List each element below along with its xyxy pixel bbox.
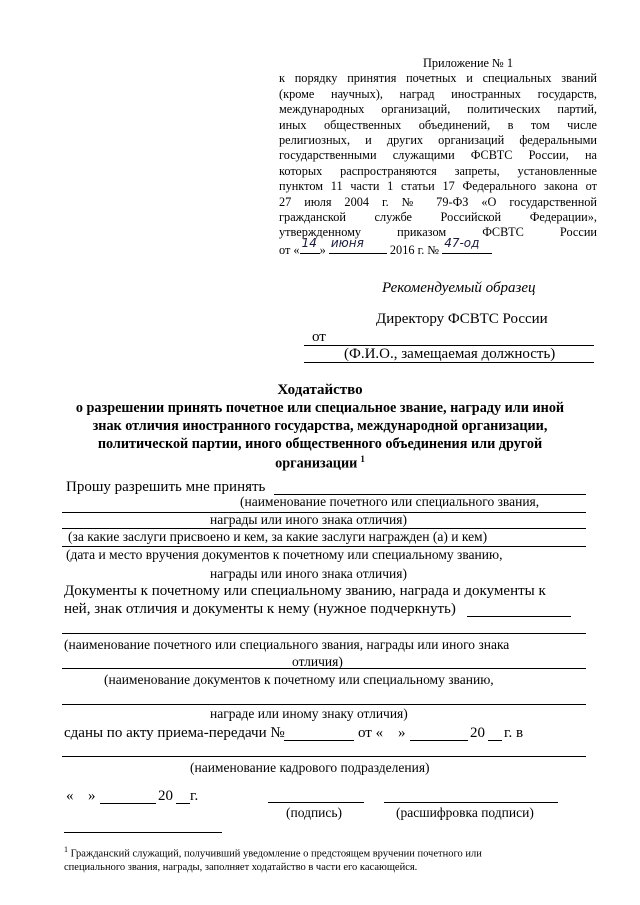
- appendix-line: государственными служащими ФСВТС России, на: [279, 148, 597, 163]
- handwritten-number-field: [442, 236, 492, 254]
- handwritten-day-field: [300, 236, 320, 254]
- handed-over-text: сданы по акту приема-передачи №: [64, 725, 285, 741]
- field-line: [62, 756, 586, 757]
- footnote: [64, 843, 584, 874]
- sign-date-close: »: [88, 788, 96, 804]
- act-number-line: [284, 740, 354, 741]
- handwritten-number: 47-од: [444, 236, 480, 251]
- appendix-title: Приложение № 1: [422, 56, 514, 70]
- from-caption: (Ф.И.О., замещаемая должность): [344, 346, 556, 362]
- footnote-line2: специального звания, награды, заполняет ходатайство в части его касающейся.: [64, 861, 418, 873]
- appendix-line: религиозных, и других организаций федеральными: [279, 133, 597, 148]
- handwritten-day: 14: [301, 236, 317, 251]
- caption-4b: отличия): [292, 654, 343, 669]
- appendix-line: пунктом 11 части 1 статьи 17 Федерального закона от: [279, 179, 597, 194]
- handwritten-month: июня: [330, 236, 364, 251]
- heading-line: о разрешении принять почетное или специальное звание, награду или иной: [75, 400, 565, 416]
- footnote-separator: [64, 832, 222, 833]
- appendix-line: (кроме научных), наград иностранных государств,: [279, 86, 597, 101]
- caption-1b: награды или иного знака отличия): [210, 512, 407, 527]
- footnote-line1: Гражданский служащий, получивший уведомление о предстоящем вручении почетного или: [70, 848, 482, 860]
- handed-over-year: 20: [470, 725, 485, 741]
- appendix-date-line: от « 14 » июня 2016 г. № 47-од: [279, 241, 597, 258]
- appendix-line: которых распространяются запреты, установленные: [279, 163, 597, 178]
- handed-over-month-line: [410, 740, 468, 741]
- signature-decoding-line: [384, 802, 558, 803]
- documents-line: [467, 616, 571, 617]
- request-text: Прошу разрешить мне принять: [66, 479, 266, 495]
- recommended-sample-label: Рекомендуемый образец: [382, 280, 536, 296]
- sign-date-year-line: [176, 803, 190, 804]
- caption-1a: (наименование почетного или специального звания,: [240, 494, 540, 509]
- appendix-line: гражданской службе Российской Федерации»,: [279, 210, 597, 225]
- caption-3a: (дата и место вручения документов к почетному или специальному званию,: [66, 547, 503, 562]
- sign-date-open: «: [66, 788, 74, 804]
- handwritten-month-field: [329, 236, 387, 254]
- signature-decoding-caption: (расшифровка подписи): [396, 805, 534, 820]
- caption-4a: (наименование почетного или специального звания, награды или иного знака: [64, 637, 510, 652]
- sign-date-g: г.: [190, 788, 199, 804]
- sign-date-month-line: [100, 803, 156, 804]
- sign-date-year: 20: [158, 788, 173, 804]
- from-caption-line: [304, 362, 594, 363]
- documents-text-b: ней, знак отличия и документы к нему (нужное подчеркнуть): [64, 601, 456, 617]
- field-line: [62, 633, 586, 634]
- heading-line-last: организации $^1$: [275, 454, 365, 472]
- field-line: [62, 668, 586, 669]
- heading-line: политической партии, иного общественного объединения или другой: [97, 436, 543, 452]
- addressee-from: от: [312, 329, 326, 345]
- documents-text-a: Документы к почетному или специальному званию, награда и документы к: [64, 583, 546, 599]
- document-title: Ходатайство: [277, 382, 363, 398]
- signature-line: [268, 802, 364, 803]
- caption-5b: награде или иному знаку отличия): [210, 706, 408, 721]
- appendix-line: к порядку принятия почетных и специальных званий: [279, 71, 597, 86]
- addressee-to: Директору ФСВТС России: [376, 311, 548, 327]
- handed-over-year-line: [488, 740, 502, 741]
- signature-caption: (подпись): [286, 805, 343, 820]
- appendix-block: [279, 56, 597, 258]
- caption-2: (за какие заслуги присвоено и кем, за какие заслуги награжден (а) и кем): [68, 529, 488, 544]
- heading-line: знак отличия иностранного государства, международной организации,: [92, 418, 548, 434]
- appendix-line: иных общественных объединений, в том числе: [279, 117, 597, 132]
- handed-over-quote: »: [398, 725, 406, 741]
- footnote-ref: 1: [360, 454, 365, 464]
- appendix-line: 27 июля 2004 г. № 79-ФЗ «О государственной: [279, 194, 597, 209]
- caption-3b: награды или иного знака отличия): [210, 566, 407, 581]
- footnote-mark: 1: [64, 845, 68, 854]
- handed-over-in: г. в: [504, 725, 524, 741]
- handed-over-from: от «: [358, 725, 384, 741]
- caption-5a: (наименование документов к почетному или специальному званию,: [104, 672, 494, 687]
- appendix-line: международных организаций, политических партий,: [279, 102, 597, 117]
- caption-6: (наименование кадрового подразделения): [190, 760, 430, 775]
- field-line: [62, 704, 586, 705]
- appendix-line: утвержденному приказом ФСВТС России: [279, 225, 597, 240]
